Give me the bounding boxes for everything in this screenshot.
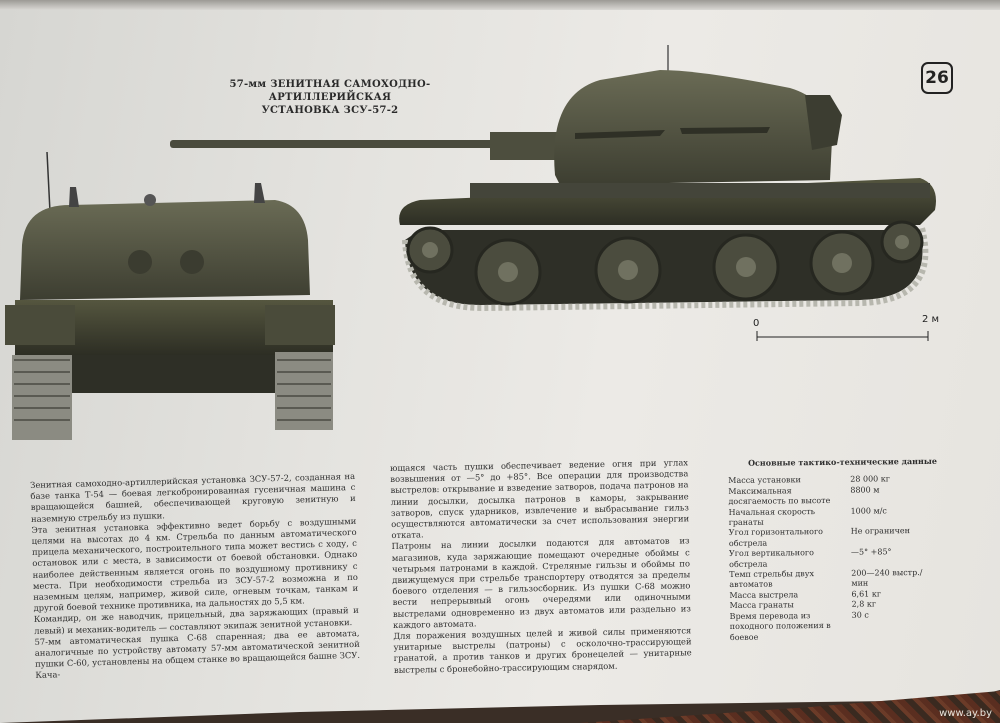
body-text-column-1: Зенитная самоходно-артиллерийская установка ЗСУ-57-2, созданная на базе танка Т-54 — боевая легкобронированная гусеничная машина с вращающейся башней, обеспечивающей круговую зенитную и наземную стрельбу из пушки. Эта зенитная установка эффективно ведет борьбу с воздушными целями на высотах до 4 км. Стрельба по данным автоматического прицела механического, построительного типа может вестись с ходу, с остановок или с места, в зависимости от боевой обстановки. Однако наиболее действенным является огонь по воздушному противнику с места. При необходимости стрельба из ЗСУ-57-2 возможна и по наземным целям, например, живой силе, огневым точкам, танкам и другой боевой технике противника, на дальностях до 5,5 км. Командир, он же наводчик, прицельный, два заряжающих (правый и левый) и механик-водитель — составляют экипаж зенитной установки. 57-мм автоматическая пушка С-68 спаренная; два ее автомата, аналогичные по устройству автомату 57-мм автоматической зенитной пушки С-60, установлены на общем станке во вращающейся башне ЗСУ. Кача- — [30, 470, 361, 681]
title-line-2: УСТАНОВКА ЗСУ-57-2 — [261, 105, 399, 116]
spec-row — [728, 485, 938, 508]
spec-row — [729, 526, 939, 549]
spec-value: 6,61 кг — [851, 589, 882, 599]
spec-row — [729, 547, 939, 570]
spec-value: 28 000 кг — [850, 474, 891, 485]
spec-label: Масса установки — [728, 475, 801, 486]
body-text-column-2: ющаяся часть пушки обеспечивает ведение огня при углах возвышения от —5° до +85°. Все операции для производства выстрелов: открывание и взведение затворов, подача патронов на линии досылки, досылка патронов в каморы, закрывание затворов, спуск ударников, извлечение и выбрасывание гильз осуществляются автоматически за счет использования энергии отката. Патроны на линии досылки подаются для автоматов из магазинов, куда заряжающие помещают очередные обоймы с четырьмя патронами в каждой. Стреляные гильзы и обоймы по движущемуся при стрельбе транспортеру отводятся за пределы боевого отделения — в гильзосборник. Из пушки С-68 можно вести непрерывный огонь очередями или одиночными выстрелами одновременно из двух автоматов или раздельно из каждого автомата. Для поражения воздушных целей и живой силы применяются унитарные выстрелы (патроны) с осколочно-трассирующей гранатой, а против танков и других бронецелей — унитарные выстрелы с бронебойно-трассирующим снарядом. — [390, 457, 692, 675]
spec-label: Угол горизонтального обстрела — [728, 527, 824, 548]
spec-label: Масса гранаты — [729, 600, 794, 611]
spec-row — [729, 505, 939, 528]
spec-value: 2,8 кг — [851, 599, 877, 609]
specs-table — [728, 456, 940, 643]
specs-heading: Основные тактико-технические данные — [747, 455, 938, 468]
spec-label: Максимальная досягаемость по высоте — [728, 486, 831, 507]
scale-bar — [757, 331, 928, 341]
spec-value: 8800 м — [850, 485, 880, 495]
spec-row — [730, 609, 940, 642]
watermark: www.ay.by — [939, 708, 992, 719]
spec-label: Угол вертикального обстрела — [728, 548, 814, 569]
front-view-drawing — [5, 152, 335, 440]
plate-number-badge: 26 — [921, 62, 953, 94]
scale-end-label: 2 м — [922, 314, 940, 325]
spec-value: 1000 м/с — [850, 505, 887, 516]
spec-value: —5° +85° — [850, 547, 892, 557]
spec-label: Время перевода из походного положения в боевое — [729, 610, 831, 642]
spec-label: Темп стрельбы двух автоматов — [729, 569, 815, 590]
spec-row — [729, 568, 939, 591]
spec-value: 200—240 выстр./мин — [851, 568, 923, 589]
scale-start-label: 0 — [753, 318, 760, 329]
spec-label: Начальная скорость гранаты — [728, 506, 816, 528]
spec-label: Масса выстрела — [729, 590, 799, 600]
spec-value: Не ограничен — [850, 526, 910, 537]
title-line-1: 57-мм ЗЕНИТНАЯ САМОХОДНО-АРТИЛЛЕРИЙСКАЯ — [229, 79, 431, 103]
spec-value: 30 с — [851, 610, 869, 620]
